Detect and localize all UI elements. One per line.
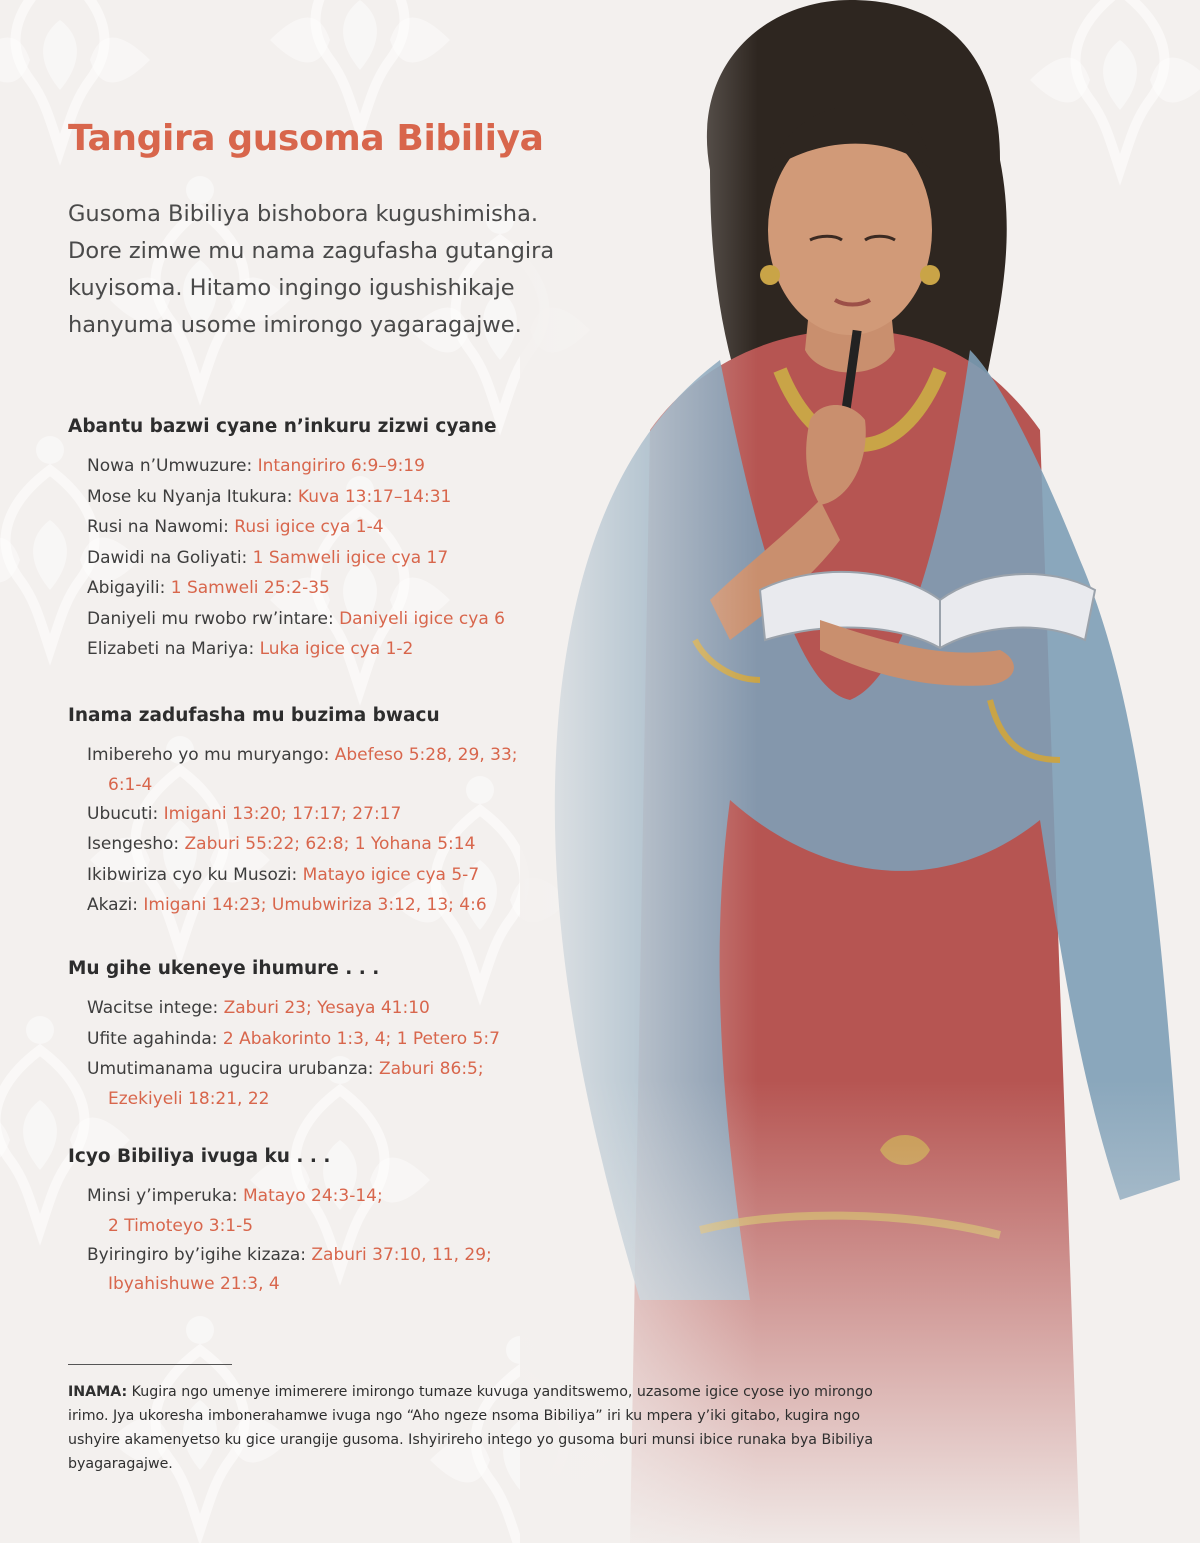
- reference-label: Daniyeli mu rwobo rw’intare:: [87, 608, 340, 629]
- section-heading: Mu gihe ukeneye ihumure . . .: [68, 958, 380, 979]
- tip-label: INAMA:: [68, 1384, 128, 1400]
- reference-item: [87, 799, 628, 830]
- scripture-reference: Matayo igice cya 5-7: [302, 864, 480, 885]
- reference-item: [87, 829, 628, 860]
- scripture-reference: Luka igice cya 1-2: [259, 639, 414, 659]
- footnote-divider: [68, 1364, 232, 1365]
- reference-label: Imibereho yo mu muryango:: [87, 745, 335, 765]
- scripture-reference: Zaburi 55:22; 62:8; 1 Yohana 5:14: [184, 834, 476, 854]
- section-bible-says: [68, 1143, 628, 1298]
- reference-label: Nowa n’Umwuzure:: [87, 456, 258, 476]
- scripture-reference: Zaburi 37:10, 11, 29;: [311, 1244, 492, 1265]
- reference-label: Rusi na Nawomi:: [87, 517, 235, 537]
- scripture-reference-continued: 2 Timoteyo 3:1-5: [108, 1215, 254, 1236]
- reference-label: Minsi y’imperuka:: [87, 1186, 244, 1206]
- reference-label: Byiringiro by’igihe kizaza:: [87, 1244, 312, 1265]
- tip-text: Kugira ngo umenye imimerere imirongo tumaze kuvuga yanditswemo, uzasome igice cyose iyo mirongo: [127, 1384, 873, 1400]
- scripture-reference-continued: Ezekiyeli 18:21, 22: [108, 1088, 270, 1109]
- tip-line: byagaragajwe.: [68, 1456, 173, 1472]
- reference-label: Umutimanama ugucira urubanza:: [87, 1059, 379, 1079]
- intro-line: Gusoma Bibiliya bishobora kugushimisha.: [68, 201, 539, 227]
- scripture-reference: Daniyeli igice cya 6: [339, 608, 505, 629]
- intro-line: kuyisoma. Hitamo ingingo igushishikaje: [68, 275, 515, 301]
- reference-item: [87, 860, 628, 891]
- scripture-reference: Zaburi 23; Yesaya 41:10: [223, 998, 430, 1018]
- scripture-reference: Zaburi 86:5;: [378, 1059, 484, 1079]
- reference-item: [87, 740, 628, 799]
- scripture-reference: 1 Samweli 25:2-35: [170, 578, 330, 598]
- reference-label: Elizabeti na Mariya:: [87, 639, 260, 659]
- scripture-reference: Imigani 14:23; Umubwiriza 3:12, 13; 4:6: [143, 895, 487, 915]
- scripture-reference-continued: Ibyahishuwe 21:3, 4: [108, 1274, 280, 1294]
- reference-item: [87, 512, 628, 543]
- scripture-reference: Abefeso 5:28, 29, 33;: [334, 745, 518, 765]
- scripture-reference-continued: 6:1-4: [108, 774, 153, 795]
- scripture-reference: Matayo 24:3-14;: [243, 1186, 383, 1206]
- reference-item: [87, 604, 628, 635]
- reference-item: [87, 573, 628, 604]
- reference-label: Wacitse intege:: [87, 998, 224, 1018]
- reference-item: [87, 451, 628, 482]
- scripture-reference: Imigani 13:20; 17:17; 27:17: [163, 803, 402, 824]
- reference-item: [87, 634, 628, 665]
- scripture-reference: Intangiriro 6:9–9:19: [257, 456, 425, 476]
- reference-item: [87, 1240, 628, 1299]
- reference-item: [87, 543, 628, 574]
- section-heading: Icyo Bibiliya ivuga ku . . .: [68, 1146, 331, 1167]
- reference-label: Abigayili:: [87, 578, 171, 598]
- reference-label: Ubucuti:: [87, 803, 164, 824]
- reference-label: Isengesho:: [87, 834, 185, 854]
- reference-label: Mose ku Nyanja Itukura:: [87, 486, 298, 507]
- reference-item: [87, 890, 628, 921]
- reference-item: [87, 993, 628, 1024]
- section-life-advice: [68, 702, 628, 921]
- reference-label: Ufite agahinda:: [87, 1028, 223, 1049]
- reference-label: Ikibwiriza cyo ku Musozi:: [87, 864, 303, 885]
- tip-line: ushyire akamenyetso ku gice urangije gusoma. Ishyirireho intego yo gusoma buri munsi ibice runaka bya Bibiliya: [68, 1432, 874, 1448]
- section-famous-people: [68, 413, 628, 665]
- reference-label: Akazi:: [87, 895, 144, 915]
- section-heading: Abantu bazwi cyane n’inkuru zizwi cyane: [68, 416, 497, 437]
- scripture-reference: 1 Samweli igice cya 17: [252, 547, 449, 568]
- reference-label: Dawidi na Goliyati:: [87, 547, 253, 568]
- intro-line: Dore zimwe mu nama zagufasha gutangira: [68, 238, 555, 264]
- scripture-reference: Kuva 13:17–14:31: [297, 486, 452, 507]
- page-title: Tangira gusoma Bibiliya: [68, 118, 544, 159]
- intro-paragraph: [68, 196, 628, 344]
- reference-item: [87, 1024, 628, 1055]
- reference-item: [87, 482, 628, 513]
- tip-line: irimo. Jya ukoresha imbonerahamwe ivuga ngo “Aho ngeze nsoma Bibiliya” iri ku mpera y’iki gitabo, kugira ngo: [68, 1408, 861, 1424]
- scripture-reference: Rusi igice cya 1-4: [234, 517, 384, 537]
- scripture-reference: 2 Abakorinto 1:3, 4; 1 Petero 5:7: [222, 1028, 500, 1049]
- section-heading: Inama zadufasha mu buzima bwacu: [68, 705, 440, 726]
- reference-item: [87, 1181, 628, 1240]
- intro-line: hanyuma usome imirongo yagaragajwe.: [68, 312, 522, 338]
- section-comfort: [68, 955, 628, 1113]
- tip-note: [68, 1380, 998, 1476]
- reference-item: [87, 1054, 628, 1113]
- tip-line: [68, 1380, 998, 1404]
